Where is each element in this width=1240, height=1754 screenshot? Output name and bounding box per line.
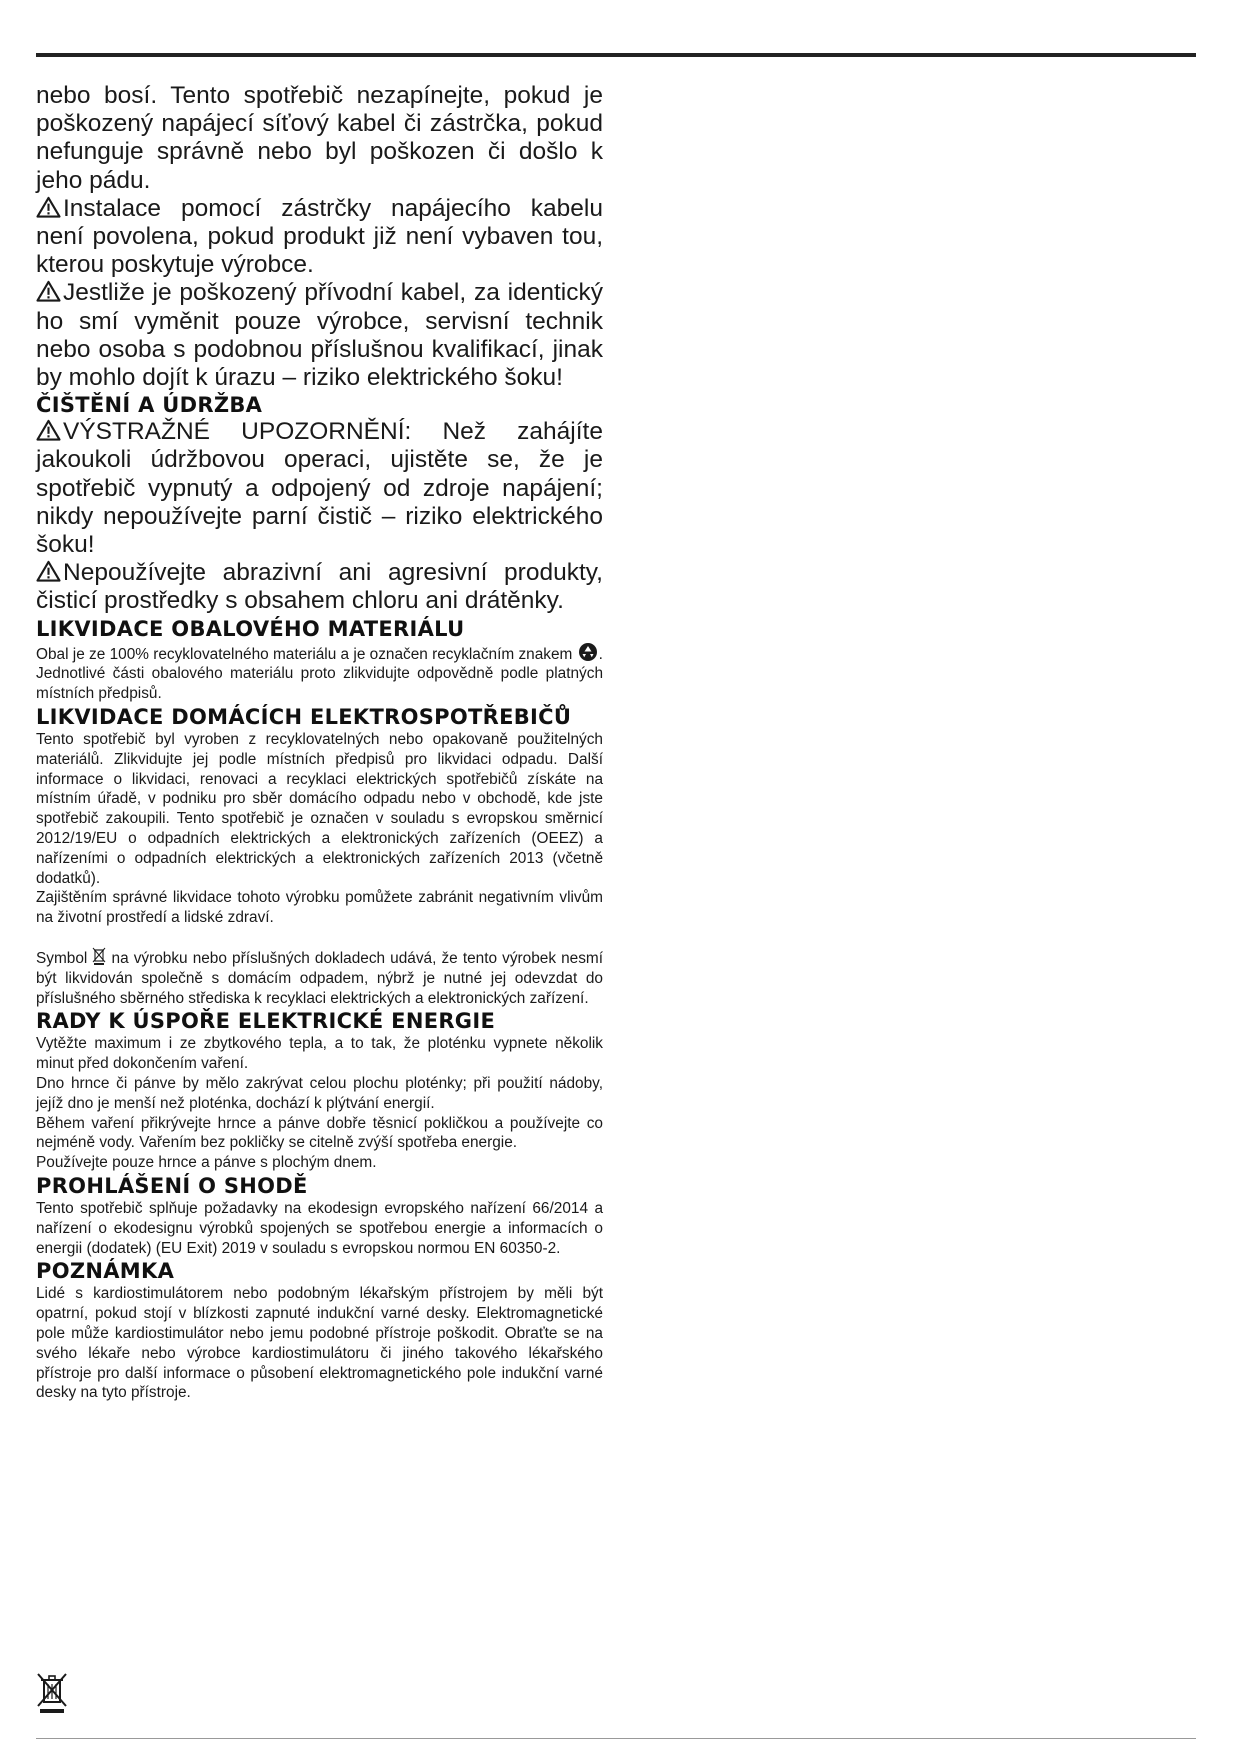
note-paragraph-1 xyxy=(36,1284,603,1403)
disposal-text-3b: na výrobku nebo příslušných dokladech udává, že tento výrobek nesmí být likvidován společně s domácím odpadem, nýbrž je nutné jej odevzdat do příslušného sběrného střediska k recyklaci elektrických a elektronických zařízení. xyxy=(36,950,604,1007)
disposal-heading: LIKVIDACE DOMÁCÍCH ELEKTROSPOTŘEBIČŮ xyxy=(36,705,572,730)
packaging-text-1: Obal je ze 100% recyklovatelného materiálu a je označen recyklačním znakem xyxy=(36,645,573,663)
header-rule xyxy=(36,53,1196,57)
crossed-bin-icon xyxy=(36,1672,68,1714)
energy-text-4: Používejte pouze hrnce a pánve s plochým dnem. xyxy=(36,1154,377,1172)
energy-heading: RADY K ÚSPOŘE ELEKTRICKÉ ENERGIE xyxy=(36,1009,496,1034)
energy-paragraph-1 xyxy=(36,1034,603,1074)
energy-text-2: Dno hrnce či pánve by mělo zakrývat celou plochu ploténky; při použití nádoby, jejíž dno je menší než ploténka, dochází k plýtvání energií. xyxy=(36,1075,603,1112)
safety-paragraph-1 xyxy=(36,82,603,195)
safety-text-1: nebo bosí. Tento spotřebič nezapínejte, pokud je poškozený napájecí síťový kabel či zástrčka, pokud nefunguje správně nebo byl poškozen či došlo k jeho pádu. xyxy=(36,82,603,194)
safety-text-3: Jestliže je poškozený přívodní kabel, za identický ho smí vyměnit pouze výrobce, servisní technik nebo osoba s podobnou příslušnou kvalifikací, jinak by mohlo dojít k úrazu – riziko elektrického šoku! xyxy=(36,279,603,392)
disposal-paragraph-1 xyxy=(36,730,603,888)
disposal-text-3a: Symbol xyxy=(36,950,88,968)
packaging-text-2: Jednotlivé části obalového materiálu proto zlikvidujte odpovědně podle platných místních předpisů. xyxy=(36,665,603,703)
disposal-text-1: Tento spotřebič byl vyroben z recyklovatelných nebo opakovaně použitelných materiálů. Zlikvidujte jej podle místních předpisů pro likvidaci odpadu. Další informace o likvidaci, renovaci a recyklaci elektrických spotřebičů získáte na místním úřadě, v podniku pro sběr domácího odpadu nebo v obchodě, kde jste spotřebič zakoupili. Tento spotřebič je označen v souladu s evropskou směrnicí 2012/19/EU o odpadních elektrických a elektronických zařízeních (OEEZ) a nařízeními o odpadních elektrických a elektronických zařízeních 2013 (včetně dodatků). xyxy=(36,731,603,887)
warning-triangle-icon xyxy=(36,560,61,582)
cleaning-text-2: Nepoužívejte abrazivní ani agresivní produkty, čisticí prostředky s obsahem chloru ani drátěnky. xyxy=(36,559,603,615)
conformity-paragraph-1 xyxy=(36,1199,603,1258)
energy-text-3: Během vaření přikrývejte hrnce a pánve dobře těsnicí pokličkou a používejte co nejméně vody. Vařením bez pokličky se citelně zvýší spotřeba energie. xyxy=(36,1114,603,1152)
energy-paragraph-2 xyxy=(36,1074,603,1114)
energy-paragraph-3 xyxy=(36,1114,603,1154)
safety-text-2: Instalace pomocí zástrčky napájecího kabelu není povolena, pokud produkt již není vybaven tou, kterou poskytuje výrobce. xyxy=(36,194,603,279)
warning-triangle-icon xyxy=(36,280,61,302)
conformity-heading: PROHLÁŠENÍ O SHODĚ xyxy=(36,1173,308,1198)
safety-paragraph-3 xyxy=(36,279,603,392)
warning-triangle-icon xyxy=(36,419,61,441)
cleaning-paragraph-1 xyxy=(36,418,603,559)
crossed-bin-icon xyxy=(92,947,106,966)
note-text-1: Lidé s kardiostimulátorem nebo podobným lékařským přístrojem by měli být opatrní, pokud stojí v blízkosti zapnuté indukční varné desky. Elektromagnetické pole může kardiostimulátor nebo jemu podobné přístroje poškodit. Obraťte se na svého lékaře nebo výrobce kardiostimulátoru či jiného takového lékařského přístroje pro další informace o působení elektromagnetického pole indukční varné desky na tyto přístroje. xyxy=(36,1285,603,1402)
packaging-text-1-end: . xyxy=(598,645,603,663)
cleaning-text-1: VÝSTRAŽNÉ UPOZORNĚNÍ: Než zahájíte jakoukoli údržbovou operaci, ujistěte se, že je spotřebič vypnutý a odpojený od zdroje napájení; nikdy nepoužívejte parní čistič – riziko elektrického šoku! xyxy=(36,418,603,559)
disposal-text-2: Zajištěním správné likvidace tohoto výrobku pomůžete zabránit negativním vlivům na životní prostředí a lidské zdraví. xyxy=(36,889,603,927)
safety-paragraph-2 xyxy=(36,195,603,280)
cleaning-paragraph-2 xyxy=(36,559,603,615)
footer-rule xyxy=(36,1738,1196,1739)
spacer xyxy=(36,928,603,947)
conformity-text-1: Tento spotřebič splňuje požadavky na ekodesign evropského nařízení 66/2014 a nařízení o ekodesignu výrobků spojených se spotřebou energie a informacích o energii (dodatek) (EU Exit) 2019 v souladu s evropskou normou EN 60350-2. xyxy=(36,1199,603,1257)
warning-triangle-icon xyxy=(36,196,61,218)
energy-text-1: Vytěžte maximum i ze zbytkového tepla, a to tak, že ploténku vypnete několik minut před dokončením vaření. xyxy=(36,1035,603,1073)
cleaning-heading: ČIŠTĚNÍ A ÚDRŽBA xyxy=(36,393,263,418)
page-content xyxy=(36,82,603,1403)
packaging-paragraph-2 xyxy=(36,664,603,704)
recycle-icon xyxy=(577,642,599,662)
energy-paragraph-4 xyxy=(36,1153,603,1173)
disposal-paragraph-2 xyxy=(36,888,603,928)
disposal-paragraph-3 xyxy=(36,947,603,1008)
packaging-paragraph-1 xyxy=(36,642,603,665)
packaging-heading: LIKVIDACE OBALOVÉHO MATERIÁLU xyxy=(36,616,465,641)
note-heading: POZNÁMKA xyxy=(36,1259,175,1284)
